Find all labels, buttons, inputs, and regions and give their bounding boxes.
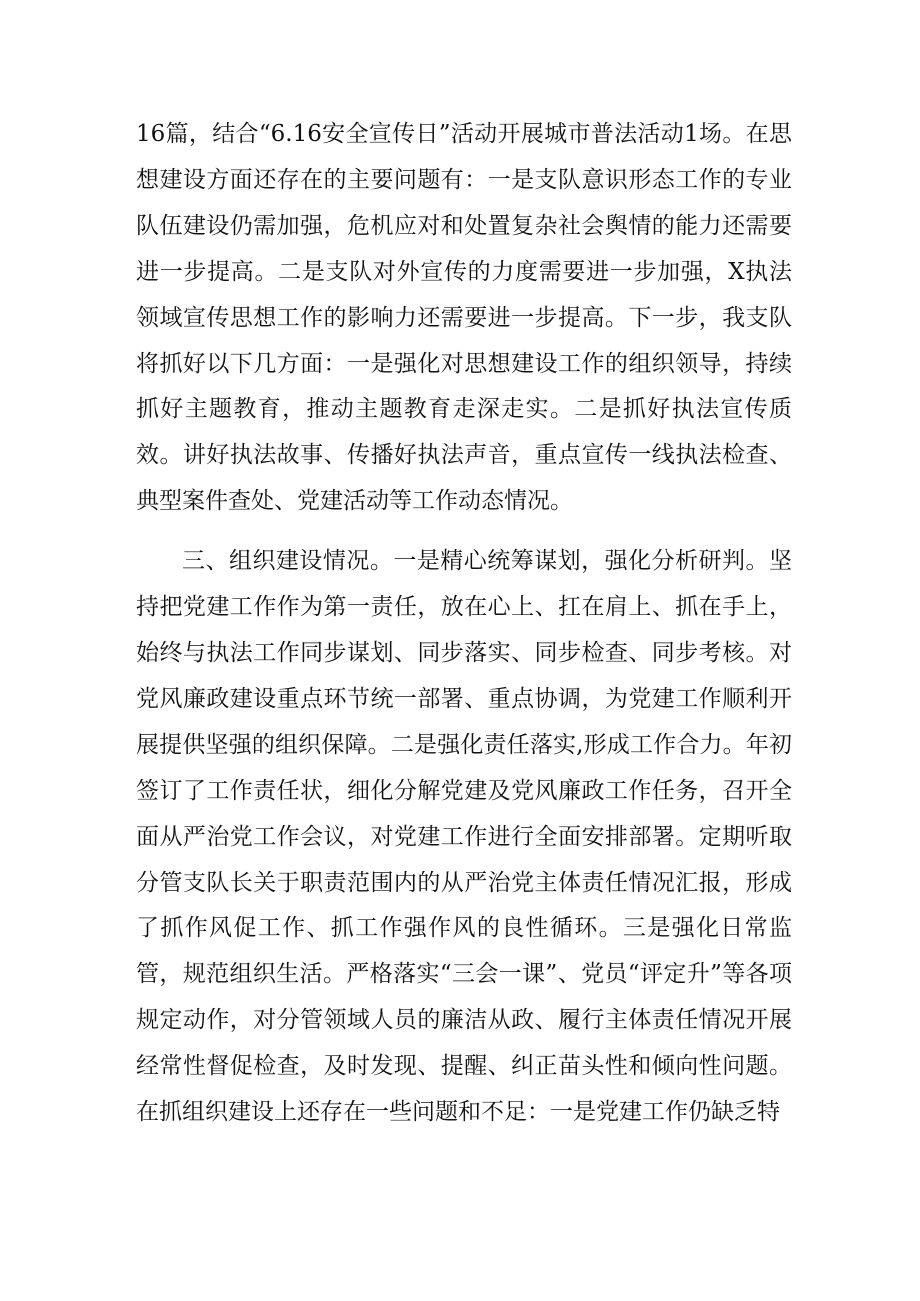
- document-body: [136, 112, 792, 1136]
- paragraph-2-organization-building: 三、组织建设情况。一是精心统筹谋划，强化分析研判。坚持把党建工作作为第一责任，放在心上、扛在肩上、抓在手上，始终与执法工作同步谋划、同步落实、同步检查、同步考核。对党风廉政建设重点环节统一部署、重点协调，为党建工作顺利开展提供坚强的组织保障。二是强化责任落实,形成工作合力。年初签订了工作责任状，细化分解党建及党风廉政工作任务，召开全面从严治党工作会议，对党建工作进行全面安排部署。定期听取分管支队长关于职责范围内的从严治党主体责任情况汇报，形成了抓作风促工作、抓工作强作风的良性循环。三是强化日常监管，规范组织生活。严格落实“三会一课”、党员“评定升”等各项规定动作，对分管领域人员的廉洁从政、履行主体责任情况开展经常性督促检查，及时发现、提醒、纠正苗头性和倾向性问题。在抓组织建设上还存在一些问题和不足：一是党建工作仍缺乏特: [136, 548, 792, 1126]
- paragraph-1: 16篇，结合“6.16安全宣传日”活动开展城市普法活动1场。在思想建设方面还存在的主要问题有：一是支队意识形态工作的专业队伍建设仍需加强，危机应对和处置复杂社会舆情的能力还需要进一步提高。二是支队对外宣传的力度需要进一步加强，X执法领域宣传思想工作的影响力还需要进一步提高。下一步，我支队将抓好以下几方面：一是强化对思想建设工作的组织领导，持续抓好主题教育，推动主题教育走深走实。二是抓好执法宣传质效。讲好执法故事、传播好执法声音，重点宣传一线执法检查、典型案件查处、党建活动等工作动态情况。: [136, 121, 792, 515]
